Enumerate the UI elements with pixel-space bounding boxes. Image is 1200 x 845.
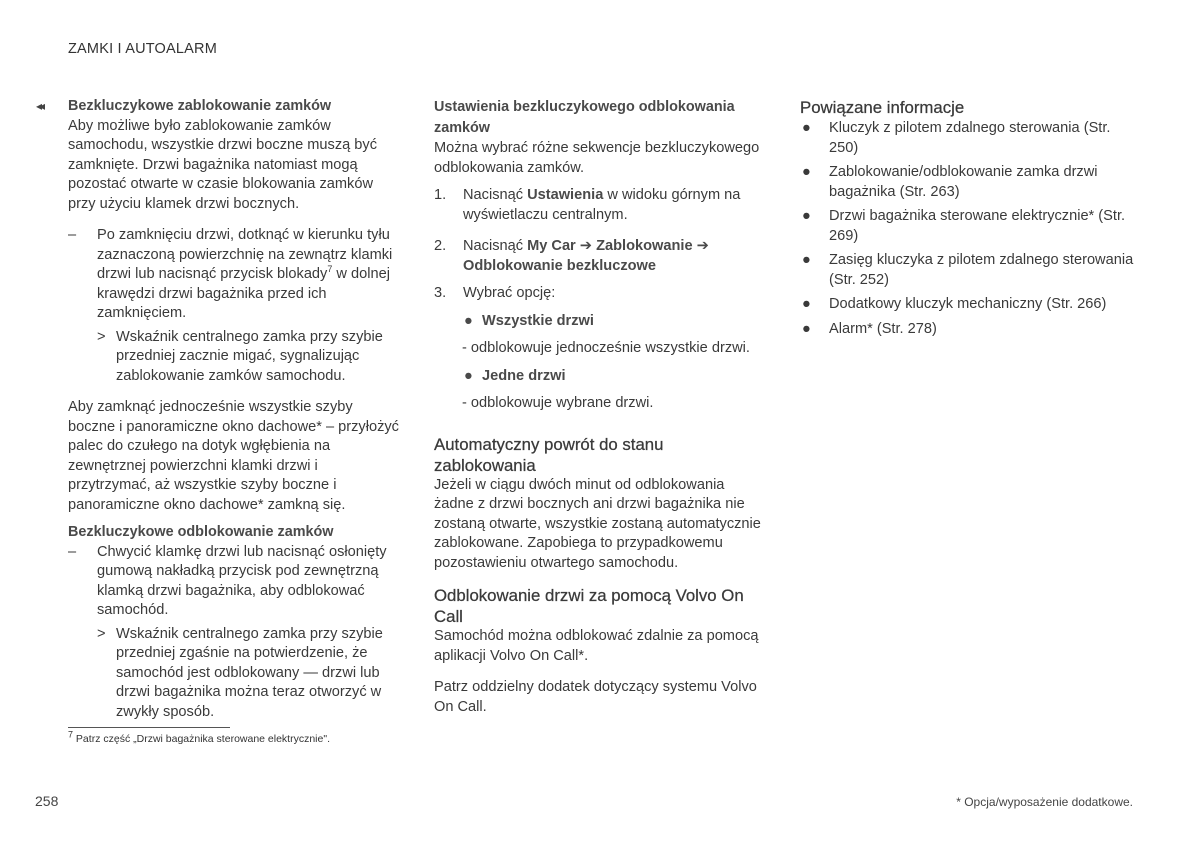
- result-unlock: [97, 625, 402, 723]
- footnote-ref: 7: [327, 264, 333, 275]
- related-link-text[interactable]: Zablokowanie/odblokowanie zamka drzwi bagażnika (Str. 263): [829, 164, 1098, 200]
- column-right: [800, 97, 1140, 339]
- related-link-text[interactable]: Alarm* (Str. 278): [829, 320, 937, 337]
- footnote: [68, 729, 331, 746]
- bullet-marker: ●: [464, 367, 473, 384]
- menu-path-label: My Car ➔ Zablokowanie ➔ Odblokowanie bezkluczowe: [463, 238, 709, 274]
- related-link[interactable]: [800, 163, 1140, 202]
- bullet-marker: ●: [802, 208, 811, 224]
- step-2-text-a: Nacisnąć: [463, 238, 528, 254]
- paragraph-volvo-on-call-1: Samochód można odblokować zdalnie za pomocą aplikacji Volvo On Call*.: [434, 628, 759, 664]
- continued-from-previous-icon: ◂◂: [36, 99, 43, 113]
- bullet-marker: ●: [802, 120, 811, 136]
- result-unlock-text: Wskaźnik centralnego zamka przy szybie przedniej zgaśnie na potwierdzenie, że samochód jest odblokowany — drzwi lub drzwi bagażnika można teraz otworzyć w zwykły sposób.: [116, 625, 383, 720]
- paragraph-auto-relock: Jeżeli w ciągu dwóch minut od odblokowania żadne z drzwi bocznych ani drzwi bagażnika nie zostaną otwarte, wszystkie zostaną automatycznie zablokowane. Zapobiega to przypadkowemu pozostawieniu otwartego samochodu.: [434, 476, 761, 571]
- page-number: 258: [35, 793, 59, 809]
- heading-keyless-lock: Bezkluczykowe zablokowanie zamków: [68, 98, 332, 114]
- step-number: 1.: [434, 187, 447, 203]
- step-2: [434, 237, 766, 276]
- heading-keyless-unlock: Bezkluczykowe odblokowanie zamków: [68, 524, 334, 540]
- result-lock: [97, 328, 402, 387]
- step-3: [434, 284, 766, 304]
- related-link-text[interactable]: Kluczyk z pilotem zdalnego sterowania (Str. 250): [829, 120, 1111, 156]
- heading-auto-relock: Automatyczny powrót do stanu zablokowania: [434, 434, 664, 475]
- step-1-text-a: Nacisnąć: [463, 187, 528, 203]
- step-3-text: Wybrać opcję:: [463, 285, 556, 301]
- step-1-text-b: w widoku górnym na wyświetlaczu centralnym.: [463, 187, 741, 223]
- bullet-marker: ●: [802, 296, 811, 312]
- step-unlock: [68, 543, 402, 621]
- paragraph-volvo-on-call-2: Patrz oddzielny dodatek dotyczący systemu Volvo On Call.: [434, 679, 757, 715]
- result-unlock-wrapper: [68, 625, 402, 723]
- column-left: [68, 97, 402, 722]
- step-lock: [68, 226, 402, 324]
- result-arrow-marker: >: [97, 328, 106, 345]
- bullet-marker: ●: [464, 312, 473, 329]
- bullet-marker: ●: [802, 320, 811, 337]
- result-arrow-marker: >: [97, 625, 106, 642]
- option-all-doors: [434, 312, 766, 332]
- paragraph-keyless-lock: Aby możliwe było zablokowanie zamków samochodu, wszystkie drzwi boczne muszą być zamknięte. Drzwi bagażnika natomiast mogą pozostać otwarte w czasie blokowania zamków przy użyciu klamek drzwi bocznych.: [68, 117, 378, 212]
- related-link-text[interactable]: Zasięg kluczyka z pilotem zdalnego sterowania (Str. 252): [829, 252, 1134, 288]
- related-link-text[interactable]: Dodatkowy kluczyk mechaniczny (Str. 266): [829, 296, 1107, 312]
- step-unlock-text: Chwycić klamkę drzwi lub nacisnąć osłonięty gumową nakładką przycisk pod zewnętrzną klamką drzwi bagażnika, aby odblokować samochód.: [97, 543, 387, 618]
- step-1: [434, 186, 766, 225]
- footnote-divider: [68, 727, 230, 728]
- step-number: 3.: [434, 285, 447, 301]
- related-link[interactable]: [800, 207, 1140, 246]
- settings-menu-label: Ustawienia: [527, 187, 604, 203]
- heading-volvo-on-call: Odblokowanie drzwi za pomocą Volvo On Call: [434, 586, 744, 626]
- paragraph-settings: Można wybrać różne sekwencje bezkluczykowego odblokowania zamków.: [434, 140, 760, 176]
- related-link[interactable]: [800, 295, 1140, 315]
- dash-marker: –: [68, 227, 77, 243]
- result-lock-text: Wskaźnik centralnego zamka przy szybie przedniej zacznie migać, sygnalizując zablokowanie zamków samochodu.: [116, 328, 383, 384]
- option-all-doors-label: [463, 312, 766, 332]
- option-one-door-text: Jedne drzwi: [482, 367, 566, 384]
- related-link[interactable]: [800, 251, 1140, 290]
- related-link[interactable]: [800, 119, 1140, 158]
- option-note: * Opcja/wyposażenie dodatkowe.: [956, 795, 1133, 809]
- footnote-text: Patrz część „Drzwi bagażnika sterowane elektrycznie".: [73, 733, 331, 745]
- dash-marker: –: [68, 543, 77, 560]
- result-lock-wrapper: [68, 328, 402, 387]
- option-all-doors-text: Wszystkie drzwi: [482, 312, 594, 329]
- related-link-text[interactable]: Drzwi bagażnika sterowane elektrycznie* (Str. 269): [829, 208, 1126, 244]
- option-one-door-label: [463, 367, 766, 387]
- column-middle: [434, 97, 766, 717]
- step-lock-text-b: w dolnej krawędzi drzwi bagażnika przed ich zamknięciem.: [97, 266, 390, 321]
- heading-keyless-settings: Ustawienia bezkluczykowego odblokowania zamków: [434, 99, 735, 136]
- footnote-number: 7: [68, 729, 74, 740]
- paragraph-windows: Aby zamknąć jednocześnie wszystkie szyby boczne i panoramiczne okno dachowe* – przyłożyć palec do czułego na dotyk wgłębienia na zewnętrznej powierzchni klamki drzwi i przytrzymać, aż wszystkie szyby boczne i panoramiczne okno dachowe* zamkną się.: [68, 399, 399, 513]
- step-lock-text-a: Po zamknięciu drzwi, dotknąć w kierunku tyłu zaznaczoną powierzchnię na zewnątrz klamki drzwi lub nacisnąć przycisk blokady: [97, 227, 393, 282]
- page-header-title: ZAMKI I AUTOALARM: [68, 41, 217, 57]
- option-one-door: [434, 367, 766, 387]
- bullet-marker: ●: [802, 164, 811, 180]
- related-link[interactable]: [800, 320, 1140, 340]
- option-one-door-desc: - odblokowuje wybrane drzwi.: [462, 395, 654, 411]
- heading-related-info: Powiązane informacje: [800, 98, 965, 117]
- option-all-doors-desc: - odblokowuje jednocześnie wszystkie drzwi.: [462, 340, 750, 356]
- related-info-list: [800, 119, 1140, 339]
- step-number: 2.: [434, 238, 447, 254]
- bullet-marker: ●: [802, 252, 811, 268]
